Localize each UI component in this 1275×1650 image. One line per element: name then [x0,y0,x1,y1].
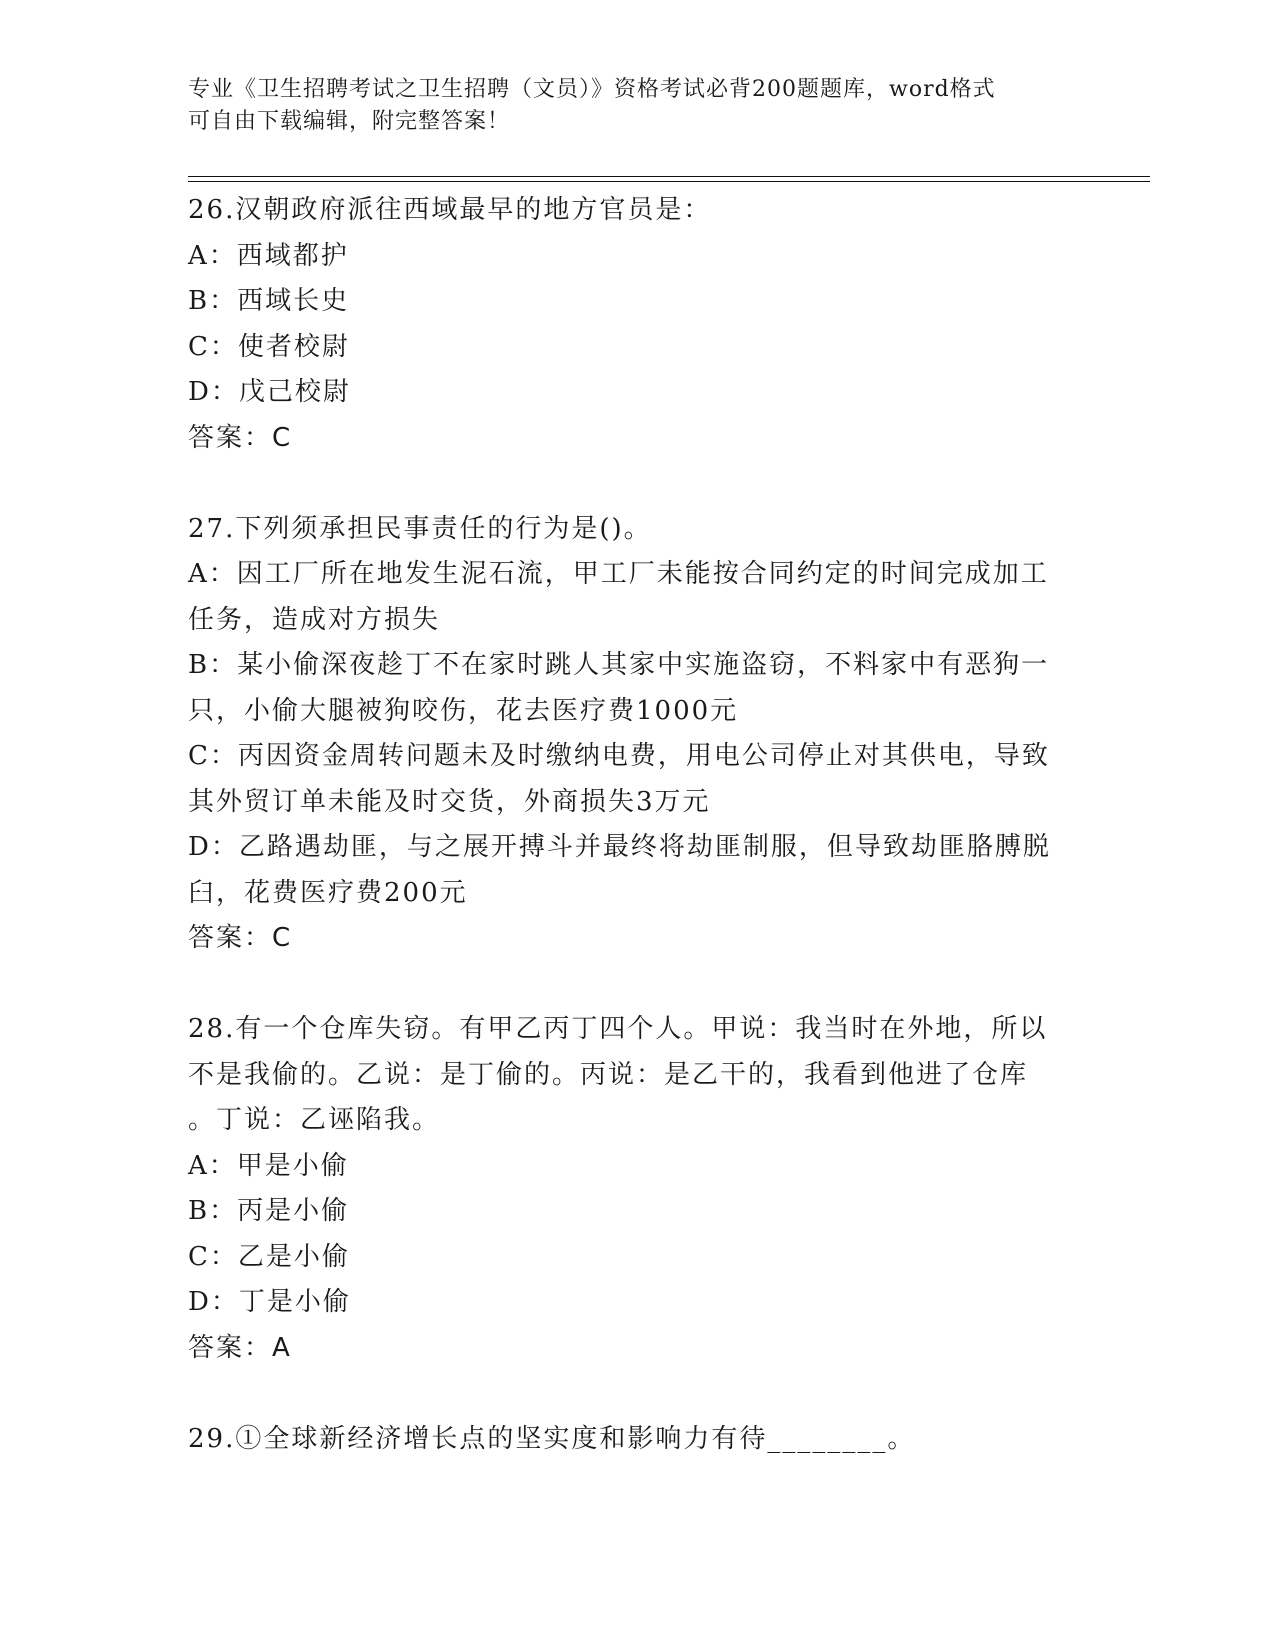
header-rule-bottom [188,181,1150,182]
answer-key: 答案：C [188,923,293,953]
document-header [188,74,1088,138]
answer-option: 只，小偷大腿被狗咬伤，花去医疗费1000元 [188,695,739,726]
answer-option: A：因工厂所在地发生泥石流，甲工厂未能按合同约定的时间完成加工 [188,559,1049,589]
question-list [188,188,1078,1462]
question-spacer [188,962,1078,1008]
question-stem: 26.汉朝政府派往西域最早的地方官员是： [188,195,712,225]
answer-option: D：乙路遇劫匪，与之展开搏斗并最终将劫匪制服，但导致劫匪胳膊脱 [188,832,1051,862]
answer-option: B：西域长史 [188,286,350,316]
question-block [188,1417,1078,1463]
question-block [188,1007,1078,1371]
header-rule-top [188,176,1150,177]
answer-option: A：西域都护 [188,240,349,271]
question-block [188,507,1078,962]
answer-option: 其外贸订单未能及时交货，外商损失3万元 [188,786,711,817]
answer-option: D：丁是小偷 [188,1287,351,1317]
answer-option: C：丙因资金周转问题未及时缴纳电费，用电公司停止对其供电，导致 [188,741,1050,771]
answer-option: D：戊己校尉 [188,377,351,407]
answer-option: C：乙是小偷 [188,1241,350,1272]
answer-option: 任务，造成对方损失 [188,604,441,635]
question-stem: 29.①全球新经济增长点的坚实度和影响力有待________。 [188,1423,916,1454]
answer-option: B：某小偷深夜趁丁不在家时跳人其家中实施盗窃，不料家中有恶狗一 [188,650,1050,680]
question-stem: 28.有一个仓库失窃。有甲乙丙丁四个人。甲说：我当时在外地，所以 [188,1014,1048,1044]
question-spacer [188,461,1078,507]
question-stem: 不是我偷的。乙说：是丁偷的。丙说：是乙干的，我看到他进了仓库 [188,1059,1029,1090]
question-spacer [188,1371,1078,1417]
header-line-2: 可自由下载编辑，附完整答案！ [188,109,511,134]
question-block [188,188,1078,461]
question-stem: 27.下列须承担民事责任的行为是()。 [188,513,652,544]
answer-option: A：甲是小偷 [188,1150,349,1181]
answer-option: 臼，花费医疗费200元 [188,877,468,908]
answer-key: 答案：A [188,1332,292,1363]
question-stem: 。丁说：乙诬陷我。 [188,1105,441,1135]
header-line-1: 专业《卫生招聘考试之卫生招聘（文员）》资格考试必背200题题库，word格式 [188,77,996,102]
answer-option: B：丙是小偷 [188,1196,350,1226]
answer-key: 答案：C [188,422,293,453]
answer-option: C：使者校尉 [188,331,350,362]
